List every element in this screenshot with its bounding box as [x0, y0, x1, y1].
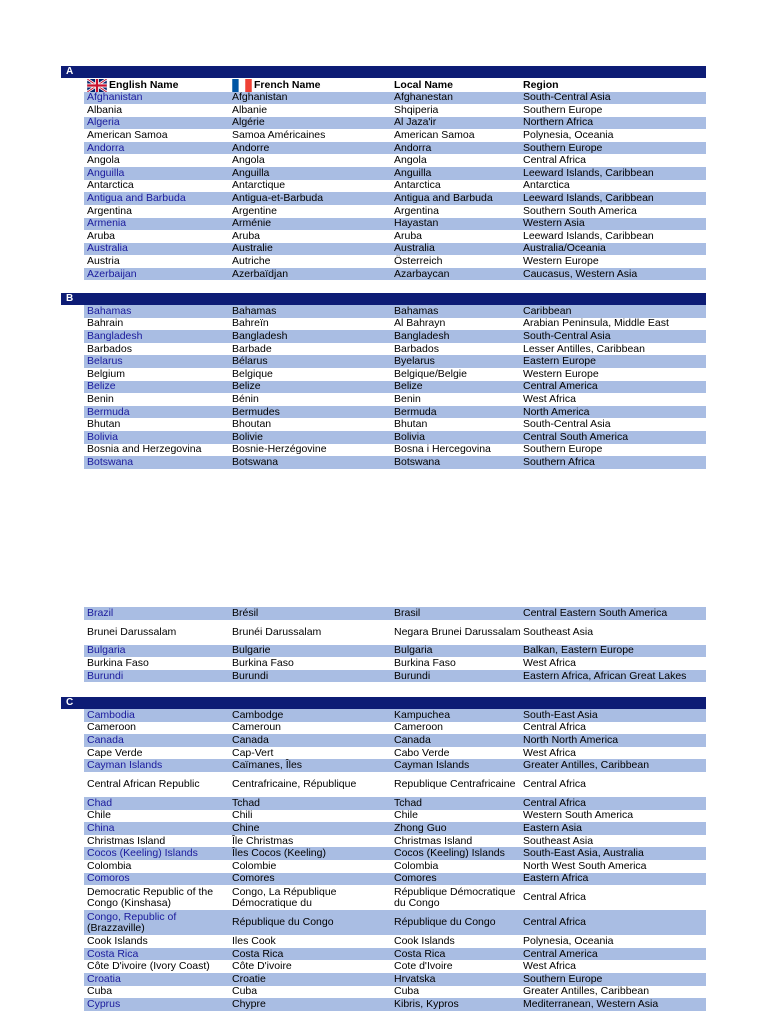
french-name-cell: Argentine: [232, 204, 277, 217]
local-name-cell: Hrvatska: [394, 972, 436, 985]
english-name-cell[interactable]: Burundi: [87, 669, 124, 682]
french-name-cell: Colombie: [232, 859, 277, 872]
local-name-cell: Angola: [394, 154, 427, 167]
local-name-cell: Österreich: [394, 255, 443, 268]
english-name-cell: Colombia: [87, 859, 132, 872]
local-name-cell: Antigua and Barbuda: [394, 192, 493, 205]
english-name-cell[interactable]: Bermuda: [87, 405, 130, 418]
french-name-cell: Algérie: [232, 116, 265, 129]
local-name-cell: Belgique/Belgie: [394, 367, 467, 380]
french-name-cell: Anguilla: [232, 166, 270, 179]
table-row: [84, 180, 706, 193]
table-row: [84, 810, 706, 823]
english-name-cell: Côte D'ivoire (Ivory Coast): [87, 960, 210, 973]
local-name-cell: Cabo Verde: [394, 746, 450, 759]
local-name-cell: Cayman Islands: [394, 759, 470, 772]
table-row: [84, 456, 706, 469]
region-cell: Central Africa: [523, 778, 587, 790]
local-name-cell: Afghanestan: [394, 91, 453, 104]
region-cell: Southern Europe: [523, 141, 603, 154]
table-row: [84, 873, 706, 886]
table-row: [84, 431, 706, 444]
table-row: [84, 709, 706, 722]
english-name-cell[interactable]: Armenia: [87, 217, 127, 230]
french-name-cell: Arménie: [232, 217, 272, 230]
region-cell: Polynesia, Oceania: [523, 129, 614, 142]
local-name-cell: Christmas Island: [394, 834, 473, 847]
table-row: [84, 444, 706, 457]
table-row: [84, 645, 706, 658]
local-name-cell: Bulgaria: [394, 644, 433, 657]
french-name-cell: Cameroun: [232, 721, 282, 734]
french-name-cell: Australie: [232, 242, 273, 255]
region-cell: Central America: [523, 380, 598, 393]
french-name-cell: Burundi: [232, 669, 269, 682]
local-name-cell: Comores: [394, 872, 437, 885]
region-cell: South-Central Asia: [523, 329, 611, 342]
region-cell: Leeward Islands, Caribbean: [523, 192, 654, 205]
table-row: [84, 218, 706, 231]
local-name-cell: République du Congo: [394, 916, 496, 929]
local-name-cell: Bahamas: [394, 304, 439, 317]
local-name-cell: Republique Centrafricaine: [394, 778, 516, 790]
table-row: [84, 860, 706, 873]
local-name-cell: Cote d'Ivoire: [394, 960, 453, 973]
english-name-cell[interactable]: Azerbaijan: [87, 267, 137, 280]
section-letter: B: [66, 293, 74, 304]
english-name-cell[interactable]: China: [87, 821, 115, 834]
table-row: [84, 670, 706, 683]
english-name-cell: Bahrain: [87, 317, 124, 330]
table-row: [84, 330, 706, 343]
table-row: [84, 255, 706, 268]
french-name-cell: Bahreïn: [232, 317, 269, 330]
english-name-cell[interactable]: Cambodia: [87, 708, 135, 721]
table-row: [84, 368, 706, 381]
french-name-cell: Caïmanes, Îles: [232, 759, 303, 772]
english-name-cell[interactable]: Belize: [87, 380, 116, 393]
table-row: [84, 657, 706, 670]
table-row: [84, 722, 706, 735]
french-name-cell: Comores: [232, 872, 275, 885]
french-name-cell: Andorre: [232, 141, 270, 154]
english-name-cell: Albania: [87, 103, 123, 116]
english-name-cell: Belgium: [87, 367, 125, 380]
english-name-cell[interactable]: Comoros: [87, 872, 130, 885]
french-name-cell: Burkina Faso: [232, 656, 294, 669]
table-row: [84, 142, 706, 155]
english-name-cell[interactable]: Bolivia: [87, 430, 118, 443]
region-cell: Greater Antilles, Caribbean: [523, 985, 650, 998]
english-name-cell: Christmas Island: [87, 834, 166, 847]
local-name-cell: Bangladesh: [394, 329, 450, 342]
region-cell: Balkan, Eastern Europe: [523, 644, 634, 657]
english-name-cell: Brunei Darussalam: [87, 625, 177, 638]
local-name-cell: Antarctica: [394, 179, 441, 192]
local-name-cell: Cuba: [394, 985, 420, 998]
french-name-cell: Île Christmas: [232, 834, 294, 847]
table-row: [84, 192, 706, 205]
table-row: [84, 759, 706, 772]
english-name-cell[interactable]: Costa Rica: [87, 947, 139, 960]
table-row: [84, 747, 706, 760]
section-letter: C: [66, 697, 74, 708]
french-name-cell: Belgique: [232, 367, 273, 380]
english-name-cell: Cuba: [87, 985, 113, 998]
french-name-cell: Cuba: [232, 985, 258, 998]
local-name-cell: Costa Rica: [394, 947, 446, 960]
local-name-cell: Benin: [394, 392, 421, 405]
english-name-cell: Central African Republic: [87, 778, 200, 790]
local-name-cell: Zhong Guo: [394, 821, 447, 834]
region-cell: Central Africa: [523, 916, 587, 929]
english-name-cell[interactable]: Bangladesh: [87, 329, 143, 342]
local-name-cell: Negara Brunei Darussalam: [394, 625, 521, 638]
local-name-cell: Tchad: [394, 796, 423, 809]
france-flag-icon: [232, 79, 252, 92]
english-name-cell[interactable]: Antigua and Barbuda: [87, 192, 186, 205]
table-row: [84, 607, 706, 620]
local-name-cell: Kibris, Kypros: [394, 997, 459, 1010]
table-row: [84, 620, 706, 645]
english-name-cell[interactable]: Botswana: [87, 455, 134, 468]
region-cell: Eastern Africa, African Great Lakes: [523, 669, 687, 682]
english-name-cell[interactable]: Australia: [87, 242, 128, 255]
table-row: [84, 318, 706, 331]
region-cell: Arabian Peninsula, Middle East: [523, 317, 669, 330]
english-name-cell[interactable]: Afghanistan: [87, 91, 143, 104]
french-name-cell: Antigua-et-Barbuda: [232, 192, 324, 205]
english-name-cell: Argentina: [87, 204, 132, 217]
french-name-cell: Cambodge: [232, 708, 284, 721]
region-cell: Southern Africa: [523, 455, 595, 468]
region-cell: Northern Africa: [523, 116, 594, 129]
region-cell: West Africa: [523, 746, 576, 759]
english-name-cell: Bhutan: [87, 418, 121, 431]
local-name-cell: Botswana: [394, 455, 441, 468]
table-row: [84, 406, 706, 419]
region-cell: Western South America: [523, 809, 634, 822]
local-name-cell: Hayastan: [394, 217, 439, 230]
english-name-cell[interactable]: Bahamas: [87, 304, 132, 317]
region-cell: North North America: [523, 733, 619, 746]
english-name-cell[interactable]: Brazil: [87, 606, 114, 619]
region-cell: Caucasus, Western Asia: [523, 267, 638, 280]
column-header-row: [84, 78, 706, 92]
region-cell: South-Central Asia: [523, 91, 611, 104]
french-name-cell: Brunéi Darussalam: [232, 625, 322, 638]
table-row: [84, 998, 706, 1011]
french-name-cell: Bolivie: [232, 430, 263, 443]
local-name-cell: Bermuda: [394, 405, 437, 418]
table-row: [84, 305, 706, 318]
english-name-cell: Benin: [87, 392, 114, 405]
table-row: [84, 343, 706, 356]
english-name-cell[interactable]: Congo, Republic of (Brazzaville): [87, 910, 177, 934]
region-cell: Leeward Islands, Caribbean: [523, 166, 654, 179]
english-name-cell[interactable]: Cocos (Keeling) Islands: [87, 847, 198, 860]
region-cell: Leeward Islands, Caribbean: [523, 229, 654, 242]
local-name-cell: American Samoa: [394, 129, 475, 142]
french-name-cell: Albanie: [232, 103, 268, 116]
english-name-cell: Cook Islands: [87, 934, 148, 947]
english-name-cell[interactable]: Chad: [87, 796, 113, 809]
region-cell: Eastern Europe: [523, 355, 596, 368]
english-name-cell: Bosnia and Herzegovina: [87, 443, 202, 456]
english-name-cell[interactable]: Bulgaria: [87, 644, 126, 657]
table-row: [84, 92, 706, 105]
english-name-cell: Chile: [87, 809, 111, 822]
region-cell: South-Central Asia: [523, 418, 611, 431]
french-name-cell: Barbade: [232, 342, 272, 355]
uk-flag-icon: [87, 79, 107, 92]
header-english-name: English Name: [87, 78, 232, 92]
local-name-cell: République Démocratique du Congo: [394, 885, 516, 909]
french-name-cell: Bélarus: [232, 355, 268, 368]
french-name-cell: Belize: [232, 380, 261, 393]
french-name-cell: Chypre: [232, 997, 266, 1010]
table-row: [84, 797, 706, 810]
table-row: [84, 117, 706, 130]
table-row: [84, 935, 706, 948]
table-row: [84, 822, 706, 835]
english-name-cell: Burkina Faso: [87, 656, 149, 669]
french-name-cell: Afghanistan: [232, 91, 288, 104]
table-row: [84, 772, 706, 797]
english-name-cell: Austria: [87, 255, 120, 268]
table-row: [84, 847, 706, 860]
english-name-cell[interactable]: Belarus: [87, 355, 123, 368]
local-name-cell: Cook Islands: [394, 934, 455, 947]
local-name-cell: Barbados: [394, 342, 439, 355]
table-row: [84, 734, 706, 747]
region-cell: Western Europe: [523, 255, 599, 268]
french-name-cell: Botswana: [232, 455, 279, 468]
region-cell: Central Africa: [523, 154, 587, 167]
region-cell: Greater Antilles, Caribbean: [523, 759, 650, 772]
french-name-cell: Angola: [232, 154, 265, 167]
region-cell: West Africa: [523, 656, 576, 669]
local-name-cell: Al Bahrayn: [394, 317, 446, 330]
region-cell: North West South America: [523, 859, 647, 872]
header-local-name: Local Name: [394, 78, 453, 91]
french-name-cell: République du Congo: [232, 916, 334, 929]
english-name-cell[interactable]: Cayman Islands: [87, 759, 163, 772]
table-row: [84, 167, 706, 180]
local-name-cell: Chile: [394, 809, 418, 822]
french-name-cell: Cap-Vert: [232, 746, 274, 759]
region-cell: Eastern Asia: [523, 821, 582, 834]
local-name-cell: Aruba: [394, 229, 423, 242]
table-row: [84, 910, 706, 935]
local-name-cell: Byelarus: [394, 355, 435, 368]
french-name-cell: Chili: [232, 809, 253, 822]
region-cell: Southeast Asia: [523, 834, 594, 847]
local-name-cell: Anguilla: [394, 166, 432, 179]
region-cell: Australia/Oceania: [523, 242, 606, 255]
english-name-cell[interactable]: Canada: [87, 733, 124, 746]
region-cell: Central Africa: [523, 796, 587, 809]
local-name-cell: Andorra: [394, 141, 432, 154]
local-name-cell: Azarbaycan: [394, 267, 450, 280]
region-cell: North America: [523, 405, 590, 418]
table-row: [84, 835, 706, 848]
local-name-cell: Argentina: [394, 204, 439, 217]
french-name-cell: Iles Cook: [232, 934, 276, 947]
region-cell: Mediterranean, Western Asia: [523, 997, 659, 1010]
table-row: [84, 418, 706, 431]
french-name-cell: Croatie: [232, 972, 266, 985]
local-name-cell: Kampuchea: [394, 708, 451, 721]
table-row: [84, 205, 706, 218]
region-cell: Central America: [523, 947, 598, 960]
table-row: [84, 243, 706, 256]
region-cell: Western Europe: [523, 367, 599, 380]
table-row: [84, 268, 706, 281]
english-name-cell[interactable]: Croatia: [87, 972, 121, 985]
english-name-cell: Democratic Republic of the Congo (Kinshasa): [87, 885, 214, 909]
header-region: Region: [523, 78, 559, 91]
region-cell: Caribbean: [523, 304, 572, 317]
english-name-cell: Angola: [87, 154, 120, 167]
local-name-cell: Colombia: [394, 859, 439, 872]
french-name-cell: Canada: [232, 733, 269, 746]
french-name-cell: Îles Cocos (Keeling): [232, 847, 326, 860]
region-cell: Central Eastern South America: [523, 606, 668, 619]
local-name-cell: Shqiperia: [394, 103, 439, 116]
french-name-cell: Antarctique: [232, 179, 286, 192]
table-row: [84, 973, 706, 986]
french-name-cell: Azerbaïdjan: [232, 267, 289, 280]
english-name-cell[interactable]: Anguilla: [87, 166, 125, 179]
region-cell: Southern Europe: [523, 443, 603, 456]
table-row: [84, 230, 706, 243]
french-name-cell: Autriche: [232, 255, 271, 268]
english-name-cell: Cameroon: [87, 721, 137, 734]
english-name-cell[interactable]: Cyprus: [87, 997, 121, 1010]
table-row: [84, 986, 706, 999]
region-cell: Western Asia: [523, 217, 585, 230]
french-name-cell: Côte D'ivoire: [232, 960, 292, 973]
header-french-name: French Name: [232, 78, 394, 92]
region-cell: Eastern Africa: [523, 872, 589, 885]
table-row: [84, 393, 706, 406]
french-name-cell: Samoa Américaines: [232, 129, 326, 142]
local-name-cell: Bolivia: [394, 430, 425, 443]
table-row: [84, 104, 706, 117]
local-name-cell: Cameroon: [394, 721, 444, 734]
table-row: [84, 381, 706, 394]
french-name-cell: Bénin: [232, 392, 259, 405]
local-name-cell: Bosna i Hercegovina: [394, 443, 491, 456]
local-name-cell: Brasil: [394, 606, 421, 619]
french-name-cell: Bahamas: [232, 304, 277, 317]
table-row: [84, 155, 706, 168]
local-name-cell: Canada: [394, 733, 431, 746]
table-row: [84, 885, 706, 910]
section-header-a: [61, 66, 706, 78]
region-cell: Antarctica: [523, 179, 570, 192]
region-cell: Southern Europe: [523, 972, 603, 985]
english-name-cell: Barbados: [87, 342, 132, 355]
french-name-cell: Chine: [232, 821, 260, 834]
english-name-cell[interactable]: Algeria: [87, 116, 120, 129]
table-row: [84, 948, 706, 961]
region-cell: Southeast Asia: [523, 625, 594, 638]
section-header-b: [61, 293, 706, 305]
french-name-cell: Tchad: [232, 796, 261, 809]
local-name-cell: Cocos (Keeling) Islands: [394, 847, 505, 860]
table-row: [84, 355, 706, 368]
french-name-cell: Bulgarie: [232, 644, 271, 657]
region-cell: Central South America: [523, 430, 629, 443]
local-name-cell: Burkina Faso: [394, 656, 456, 669]
french-name-cell: Centrafricaine, République: [232, 778, 357, 790]
region-cell: Lesser Antilles, Caribbean: [523, 342, 645, 355]
english-name-cell: American Samoa: [87, 129, 168, 142]
french-name-cell: Bangladesh: [232, 329, 288, 342]
french-name-cell: Bosnie-Herzégovine: [232, 443, 327, 456]
english-name-cell[interactable]: Andorra: [87, 141, 125, 154]
french-name-cell: Costa Rica: [232, 947, 284, 960]
region-cell: West Africa: [523, 392, 576, 405]
region-cell: South-East Asia: [523, 708, 598, 721]
french-name-cell: Bermudes: [232, 405, 280, 418]
french-name-cell: Brésil: [232, 606, 259, 619]
french-name-cell: Aruba: [232, 229, 261, 242]
region-cell: Polynesia, Oceania: [523, 934, 614, 947]
region-cell: West Africa: [523, 960, 576, 973]
local-name-cell: Al Jaza'ir: [394, 116, 437, 129]
local-name-cell: Belize: [394, 380, 423, 393]
english-name-cell: Antarctica: [87, 179, 134, 192]
local-name-cell: Bhutan: [394, 418, 428, 431]
region-cell: Southern South America: [523, 204, 637, 217]
french-name-cell: Congo, La République Démocratique du: [232, 885, 337, 909]
french-name-cell: Bhoutan: [232, 418, 272, 431]
local-name-cell: Burundi: [394, 669, 431, 682]
region-cell: Southern Europe: [523, 103, 603, 116]
table-row: [84, 960, 706, 973]
section-header-c: [61, 697, 706, 709]
table-row: [84, 129, 706, 142]
english-name-cell: Cape Verde: [87, 746, 143, 759]
english-name-cell: Aruba: [87, 229, 116, 242]
region-cell: Central Africa: [523, 721, 587, 734]
region-cell: Central Africa: [523, 891, 587, 904]
section-letter: A: [66, 66, 74, 77]
local-name-cell: Australia: [394, 242, 435, 255]
region-cell: South-East Asia, Australia: [523, 847, 644, 860]
